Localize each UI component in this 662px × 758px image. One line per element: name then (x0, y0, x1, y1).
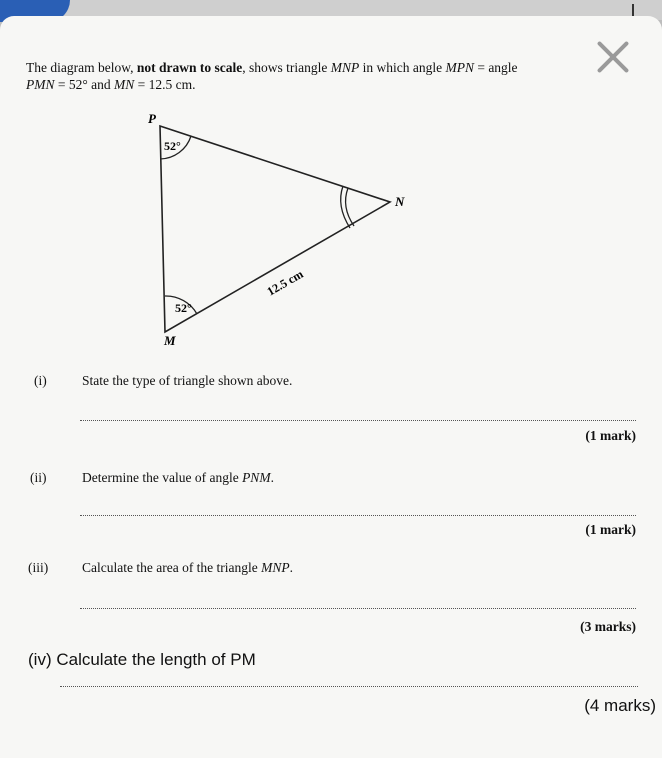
answer-line-2[interactable] (80, 515, 636, 516)
question-text-part: Calculate the area of the triangle (82, 560, 262, 575)
vertex-label-n: N (395, 194, 405, 209)
intro-text: = 52° and (54, 77, 115, 92)
question-number: (iii) (28, 560, 49, 575)
question-text-part: . (289, 560, 294, 575)
question-var: PNM (242, 470, 271, 485)
vertex-label-m: M (164, 333, 176, 348)
intro-text: The diagram below, (26, 60, 137, 75)
intro-text: = angle (473, 60, 518, 75)
intro-text: = 12.5 cm. (134, 77, 196, 92)
question-text-part: . (270, 470, 274, 485)
question-intro (26, 59, 646, 93)
marks-label-4: (4 marks) (584, 696, 656, 715)
intro-var: PMN (26, 77, 55, 92)
vertex-label-p: P (148, 111, 156, 126)
answer-line-4[interactable] (60, 686, 638, 687)
question-4 (28, 650, 256, 670)
side-label-mn: 12.5 cm (264, 266, 306, 299)
angle-arc-n-1 (341, 186, 350, 228)
question-text-part: Determine the value of angle (82, 470, 243, 485)
triangle-diagram (140, 110, 420, 350)
angle-label-m: 52° (175, 301, 192, 315)
intro-text: , shows triangle (242, 60, 331, 75)
intro-text: in which angle (359, 60, 446, 75)
marks-label-1: (1 mark) (585, 428, 636, 443)
question-text (82, 560, 293, 576)
question-var: MNP (261, 560, 290, 575)
question-text: State the type of triangle shown above. (82, 373, 293, 388)
answer-line-3[interactable] (80, 608, 636, 609)
angle-arc-n-2 (346, 188, 354, 226)
intro-var: MNP (330, 60, 360, 75)
angle-label-p: 52° (164, 139, 181, 153)
intro-var: MPN (445, 60, 474, 75)
question-number: (i) (34, 373, 47, 388)
marks-label-2: (1 mark) (585, 522, 636, 537)
question-text (82, 470, 274, 486)
status-tick-icon (632, 4, 634, 16)
question-text: Calculate the length of PM (56, 650, 256, 669)
intro-var: MN (114, 77, 135, 92)
question-number: (ii) (30, 470, 47, 485)
intro-emphasis: not drawn to scale (136, 60, 243, 75)
question-number: (iv) (28, 650, 52, 669)
triangle-mnp (160, 126, 390, 332)
answer-line-1[interactable] (80, 420, 636, 421)
marks-label-3: (3 marks) (580, 619, 636, 634)
